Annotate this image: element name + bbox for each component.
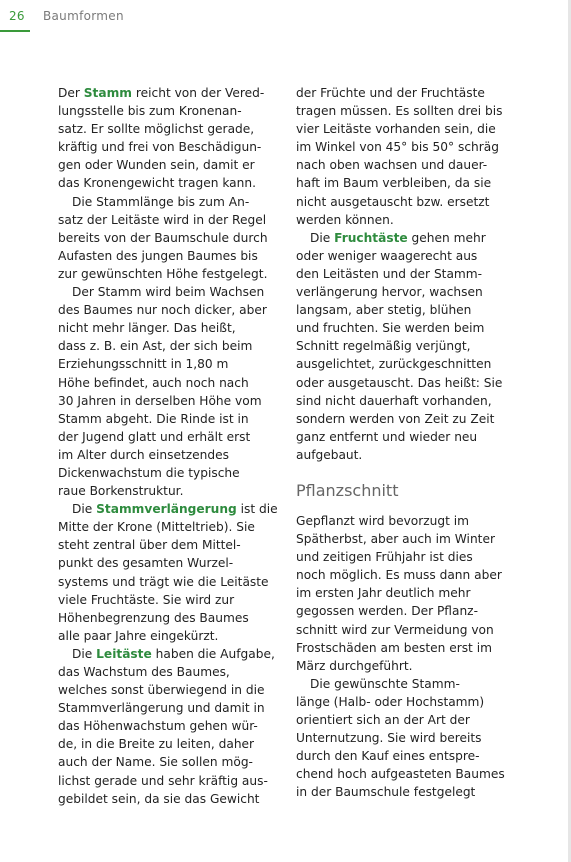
text-segment: gehen mehr: [407, 230, 486, 245]
running-title: Baumformen: [43, 9, 124, 23]
text-line: [296, 229, 516, 247]
text-line: gebildet sein, da sie das Gewicht: [58, 791, 260, 806]
text-line: Frostschäden am besten erst im: [296, 640, 492, 655]
text-line: welches sonst überwiegend in die: [58, 683, 265, 698]
text-line: satz. Er sollte möglichst gerade,: [58, 122, 255, 137]
text-line: kräftig und frei von Beschädigun-: [58, 140, 262, 155]
text-line: im Winkel von 45° bis 50° schräg: [296, 140, 499, 155]
text-line: orientiert sich an der Art der: [296, 713, 470, 727]
text-line: noch möglich. Es muss dann aber: [296, 568, 502, 583]
text-line: des Baumes nur noch dicker, aber: [58, 303, 267, 318]
text-segment: ist die: [236, 502, 278, 517]
text-line: tragen müssen. Es sollten drei bis: [296, 104, 503, 119]
text-line: steht zentral über dem Mittel-: [58, 538, 241, 553]
text-line: 30 Jahren in derselben Höhe vom: [58, 393, 262, 408]
text-line: Die gewünschte Stamm-: [310, 676, 460, 691]
text-line: Schnitt regelmäßig verjüngt,: [296, 339, 471, 354]
right-column: [296, 84, 516, 801]
text-line: gegossen werden. Der Pflanz-: [296, 604, 478, 619]
text-line: länge (Halb- oder Hochstamm): [296, 694, 485, 709]
text-line: ausgelichtet, zurückgeschnitten: [296, 357, 492, 372]
text-line: alle paar Jahre eingekürzt.: [58, 628, 219, 643]
text-segment: reicht von der Vered-: [132, 86, 265, 100]
text-line: Der Stamm wird beim Wachsen: [72, 285, 265, 300]
text-line: den Leitästen und der Stamm-: [296, 266, 483, 281]
text-line: [58, 645, 278, 663]
text-line: im Alter durch einsetzendes: [58, 447, 229, 462]
text-line: oder weniger waagerecht aus: [296, 248, 478, 263]
text-line: sind nicht dauerhaft vorhanden,: [296, 393, 492, 408]
text-line: durch den Kauf eines entspre-: [296, 749, 480, 764]
page-number: 26: [9, 9, 25, 23]
text-line: Dickenwachstum die typische: [58, 465, 240, 480]
text-line: und fruchten. Sie werden beim: [296, 321, 485, 336]
text-line: Mitte der Krone (Mitteltrieb). Sie: [58, 520, 255, 535]
text-line: verlängerung hervor, wachsen: [296, 285, 483, 300]
text-line: Spätherbst, aber auch im Winter: [296, 532, 495, 547]
text-line: Aufasten des jungen Baumes bis: [58, 248, 258, 263]
text-line: März durchgeführt.: [296, 658, 413, 673]
keyword-highlight: Stammverlängerung: [96, 502, 237, 517]
text-line: werden können.: [296, 212, 394, 227]
text-line: nicht mehr länger. Das heißt,: [58, 321, 236, 336]
text-line: der Jugend glatt und erhält erst: [58, 429, 251, 444]
text-segment: Die: [310, 230, 335, 245]
text-line: langsam, aber stetig, blühen: [296, 303, 472, 318]
text-line: auch der Name. Sie sollen mög-: [58, 755, 253, 770]
section-heading: Pflanzschnitt: [296, 480, 399, 500]
text-line: [58, 84, 278, 102]
text-line: vier Leitäste vorhanden sein, die: [296, 122, 496, 137]
text-line: systems und trägt wie die Leitäste: [58, 574, 269, 589]
text-line: Unternutzung. Sie wird bereits: [296, 731, 482, 746]
text-line: ganz entfernt und wieder neu: [296, 429, 478, 444]
text-line: in der Baumschule festgelegt: [296, 785, 476, 800]
text-line: nach oben wachsen und dauer-: [296, 158, 488, 173]
text-line: gen oder Wunden sein, damit er: [58, 158, 255, 173]
page-header: [0, 0, 571, 34]
text-line: Höhe befindet, auch noch nach: [58, 375, 249, 390]
text-segment: haben die Aufgabe,: [151, 646, 275, 661]
left-column: [58, 84, 278, 808]
text-line: nicht ausgetauscht bzw. ersetzt: [296, 194, 490, 209]
text-line: der Früchte und der Fruchtäste: [296, 86, 485, 100]
text-line: [58, 500, 278, 518]
text-line: Gepflanzt wird bevorzugt im: [296, 513, 470, 528]
text-line: aufgebaut.: [296, 447, 363, 462]
text-line: das Höhenwachstum gehen wür-: [58, 719, 258, 734]
text-line: Stamm abgeht. Die Rinde ist in: [58, 411, 249, 426]
text-line: lichst gerade und sehr kräftig aus-: [58, 773, 268, 788]
text-line: raue Borkenstruktur.: [58, 484, 184, 499]
text-line: haft im Baum verbleiben, da sie: [296, 176, 492, 191]
text-line: schnitt wird zur Vermeidung von: [296, 622, 494, 637]
text-segment: Die: [72, 646, 97, 661]
text-line: satz der Leitäste wird in der Regel: [58, 212, 267, 227]
right-column-top: [296, 84, 516, 464]
text-line: und zeitigen Frühjahr ist dies: [296, 550, 473, 565]
text-line: das Kronengewicht tragen kann.: [58, 176, 256, 191]
keyword-highlight: Stamm: [83, 86, 133, 100]
text-line: viele Fruchtäste. Sie wird zur: [58, 592, 235, 607]
text-line: punkt des gesamten Wurzel-: [58, 556, 234, 571]
text-line: sondern werden von Zeit zu Zeit: [296, 411, 495, 426]
keyword-highlight: Fruchtäste: [334, 230, 408, 245]
keyword-highlight: Leitäste: [96, 646, 152, 661]
text-line: Erziehungsschnitt in 1,80 m: [58, 357, 229, 372]
text-line: chend hoch aufgeasteten Baumes: [296, 767, 505, 782]
text-line: das Wachstum des Baumes,: [58, 665, 230, 679]
right-column-bottom: [296, 512, 516, 802]
text-line: Stammverlängerung und damit in: [58, 701, 265, 716]
text-line: Höhenbegrenzung des Baumes: [58, 610, 249, 625]
text-line: de, in die Breite zu leiten, daher: [58, 737, 255, 752]
text-line: zur gewünschten Höhe festgelegt.: [58, 266, 268, 281]
text-line: oder ausgetauscht. Das heißt: Sie: [296, 375, 503, 390]
text-segment: Die: [72, 502, 97, 517]
text-line: Die Stammlänge bis zum An-: [72, 194, 250, 209]
header-accent-bar: [0, 30, 30, 32]
text-line: im ersten Jahr deutlich mehr: [296, 586, 471, 601]
text-segment: Der: [58, 86, 84, 100]
text-line: lungsstelle bis zum Kronenan-: [58, 104, 242, 119]
text-line: bereits von der Baumschule durch: [58, 230, 268, 245]
text-line: dass z. B. ein Ast, der sich beim: [58, 339, 253, 354]
